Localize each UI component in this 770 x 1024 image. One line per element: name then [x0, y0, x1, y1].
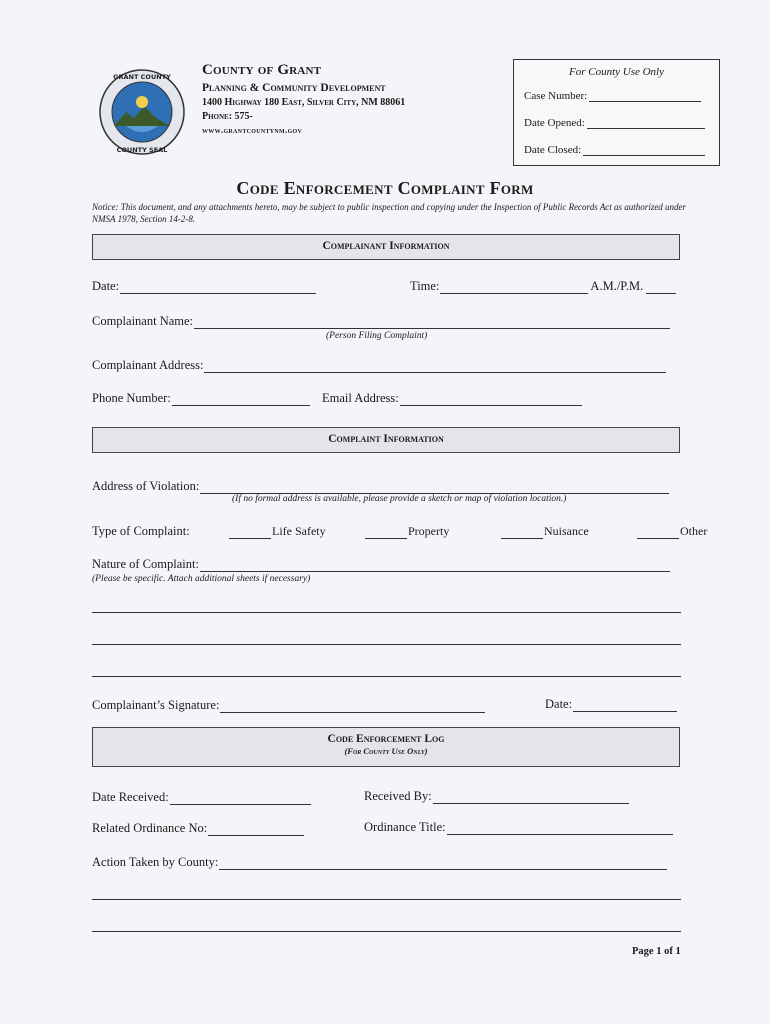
date-row: [92, 279, 316, 294]
ordinance-no-row: [92, 821, 304, 836]
complaint-section-header: [92, 427, 680, 453]
nature-hint: (Please be specific. Attach additional sheets if necessary): [92, 574, 311, 584]
action-row: [92, 855, 667, 870]
phone-label: Phone Number:: [92, 391, 171, 405]
ordinance-no-field[interactable]: [208, 823, 304, 836]
violation-address-row: [92, 479, 669, 494]
action-extra-line-1[interactable]: [92, 899, 681, 900]
complaint-type-label-row: [92, 524, 190, 539]
date-received-field[interactable]: [170, 792, 311, 805]
complainant-name-label: Complainant Name:: [92, 314, 194, 328]
complainant-address-row: [92, 358, 666, 373]
property-label: Property: [408, 524, 450, 538]
type-option-nuisance[interactable]: [500, 524, 589, 539]
ordinance-title-row: [364, 820, 673, 835]
county-seal-logo: [98, 68, 186, 156]
case-number-field[interactable]: [589, 91, 701, 102]
type-option-property[interactable]: [364, 524, 449, 539]
case-number-row: [524, 90, 701, 102]
complainant-section-header: [92, 234, 680, 260]
received-by-row: [364, 789, 629, 804]
nuisance-label: Nuisance: [544, 524, 589, 538]
org-website: www.grantcountynm.gov: [202, 125, 303, 135]
nature-extra-line-2[interactable]: [92, 644, 681, 645]
date-closed-field[interactable]: [583, 145, 705, 156]
form-title: Code Enforcement Complaint Form: [236, 178, 534, 198]
received-by-label: Received By:: [364, 789, 432, 803]
time-field[interactable]: [440, 281, 590, 294]
complainant-address-field[interactable]: [204, 360, 666, 373]
nature-label: Nature of Complaint:: [92, 557, 199, 571]
public-records-notice: Notice: This document, and any attachments hereto, may be subject to public inspection and copying under the Inspection of Public Records Act as authorized under NMSA 1978, Section 14-2-8.: [92, 202, 687, 224]
time-label: Time:: [410, 279, 440, 293]
date-received-row: [92, 790, 311, 805]
complainant-section-title: Complainant Information: [322, 240, 450, 252]
nature-field[interactable]: [200, 559, 670, 572]
svg-text:COUNTY SEAL: COUNTY SEAL: [116, 146, 168, 154]
date-field[interactable]: [120, 281, 316, 294]
org-address: 1400 Highway 180 East, Silver City, NM 88061: [202, 97, 406, 108]
property-checkline[interactable]: [365, 526, 407, 539]
signature-date-field[interactable]: [573, 699, 677, 712]
violation-address-label: Address of Violation:: [92, 479, 200, 493]
date-received-label: Date Received:: [92, 790, 169, 804]
svg-text:GRANT COUNTY: GRANT COUNTY: [113, 73, 171, 81]
action-extra-line-2[interactable]: [92, 931, 681, 932]
nuisance-checkline[interactable]: [501, 526, 543, 539]
county-use-box: [513, 59, 720, 166]
phone-field[interactable]: [172, 393, 310, 406]
date-opened-row: [524, 117, 705, 129]
nature-extra-line-3[interactable]: [92, 676, 681, 677]
type-option-life-safety[interactable]: [228, 524, 326, 539]
date-closed-label: Date Closed:: [524, 144, 582, 156]
complainant-name-hint: (Person Filing Complaint): [326, 331, 428, 341]
nature-row: [92, 557, 670, 572]
log-section-title: Code Enforcement Log: [327, 733, 445, 745]
org-name: County of Grant: [202, 62, 322, 78]
complainant-name-row: [92, 314, 670, 329]
other-checkline[interactable]: [637, 526, 679, 539]
email-label: Email Address:: [322, 391, 399, 405]
ordinance-no-label: Related Ordinance No:: [92, 821, 208, 835]
org-phone: Phone: 575-: [202, 111, 253, 122]
email-field[interactable]: [400, 393, 582, 406]
log-section-subtitle: (For County Use Only): [344, 746, 428, 756]
action-field[interactable]: [219, 857, 667, 870]
signature-label: Complainant’s Signature:: [92, 698, 220, 712]
signature-date-row: [545, 697, 677, 712]
ampm-label: A.M./P.M.: [590, 279, 644, 293]
date-label: Date:: [92, 279, 120, 293]
life-safety-label: Life Safety: [272, 524, 326, 538]
signature-row: [92, 698, 485, 713]
received-by-field[interactable]: [433, 791, 629, 804]
nature-extra-line-1[interactable]: [92, 612, 681, 613]
date-opened-label: Date Opened:: [524, 117, 585, 129]
phone-row: [92, 391, 310, 406]
ampm-field[interactable]: [646, 281, 676, 294]
life-safety-checkline[interactable]: [229, 526, 271, 539]
violation-address-field[interactable]: [200, 481, 669, 494]
time-row: [410, 279, 644, 294]
complainant-address-label: Complainant Address:: [92, 358, 204, 372]
case-number-label: Case Number:: [524, 90, 588, 102]
complainant-name-field[interactable]: [194, 316, 670, 329]
org-department: Planning & Community Development: [202, 82, 386, 94]
page-number: Page 1 of 1: [632, 946, 681, 957]
county-use-header: For County Use Only: [568, 66, 664, 78]
action-label: Action Taken by County:: [92, 855, 219, 869]
signature-field[interactable]: [220, 700, 485, 713]
date-closed-row: [524, 144, 705, 156]
ordinance-title-label: Ordinance Title:: [364, 820, 446, 834]
signature-date-label: Date:: [545, 697, 573, 711]
other-label: Other: [680, 524, 708, 538]
violation-address-hint: (If no formal address is available, please provide a sketch or map of violation location.): [232, 494, 567, 504]
type-option-other[interactable]: [636, 524, 707, 539]
ordinance-title-field[interactable]: [447, 822, 673, 835]
complaint-type-label: Type of Complaint:: [92, 524, 190, 538]
complaint-section-title: Complaint Information: [328, 433, 444, 445]
date-opened-field[interactable]: [587, 118, 705, 129]
log-section-header: [92, 727, 680, 767]
email-row: [322, 391, 582, 406]
